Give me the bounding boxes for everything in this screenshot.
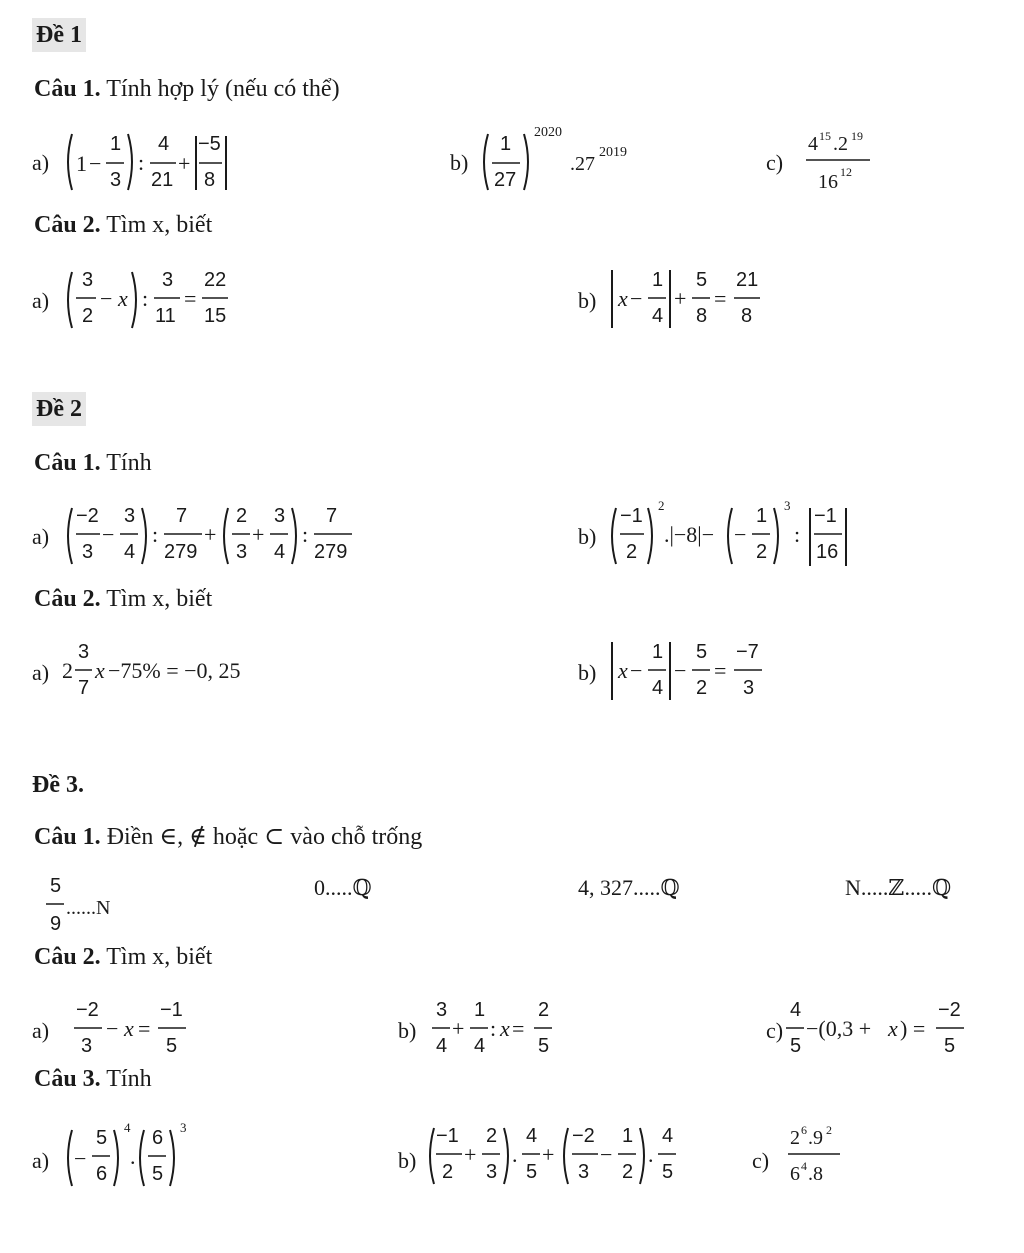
de3-c3-a-math <box>62 1114 232 1196</box>
question-label: Câu 3. <box>34 1066 101 1092</box>
svg-text:3: 3 <box>784 498 791 513</box>
svg-text:16: 16 <box>818 171 838 193</box>
svg-text:+: + <box>542 1142 555 1167</box>
question-label: Câu 1. <box>34 824 101 850</box>
svg-text:2: 2 <box>486 1125 498 1147</box>
svg-text:12: 12 <box>840 165 852 179</box>
de2-cau1 <box>34 448 152 478</box>
svg-text:) =: ) = <box>900 1016 926 1041</box>
svg-text:6: 6 <box>96 1163 108 1185</box>
svg-text:−: − <box>600 1142 613 1167</box>
de1-c1-c-math <box>800 124 900 200</box>
question-text: Điền ∈, ∉ hoặc ⊂ vào chỗ trống <box>106 824 423 850</box>
svg-text:x: x <box>124 1016 134 1041</box>
svg-text:3: 3 <box>180 1120 187 1135</box>
svg-text:1: 1 <box>756 505 768 527</box>
svg-text:=: = <box>184 286 197 311</box>
svg-text:−: − <box>102 522 115 547</box>
svg-text::: : <box>794 522 801 547</box>
svg-text:−: − <box>106 1016 119 1041</box>
svg-text:279: 279 <box>164 541 198 563</box>
svg-text:8: 8 <box>696 305 708 327</box>
svg-text:−1: −1 <box>436 1125 459 1147</box>
item-label: c) <box>766 150 784 175</box>
de1-title: Đề 1 <box>32 18 86 52</box>
svg-text:−: − <box>100 286 113 311</box>
svg-text:16: 16 <box>816 541 839 563</box>
svg-text:+: + <box>452 1016 465 1041</box>
question-label: Câu 1. <box>34 450 101 476</box>
svg-text:21: 21 <box>151 169 174 191</box>
svg-text:4: 4 <box>526 1125 538 1147</box>
de3-cau3 <box>34 1064 152 1094</box>
svg-text:5: 5 <box>944 1035 956 1057</box>
svg-text:5: 5 <box>662 1161 674 1183</box>
de2-cau2 <box>34 584 212 614</box>
svg-text:5: 5 <box>790 1035 802 1057</box>
question-text: Tìm x, biết <box>106 944 213 970</box>
svg-text:4: 4 <box>124 541 136 563</box>
svg-text:27: 27 <box>494 169 517 191</box>
svg-text:2: 2 <box>696 677 708 699</box>
svg-text:9: 9 <box>50 913 62 935</box>
svg-text:......N: ......N <box>66 897 111 919</box>
svg-text:3: 3 <box>78 641 90 663</box>
de3-cau1 <box>34 822 422 852</box>
svg-text:2020: 2020 <box>534 125 562 140</box>
svg-text:−2: −2 <box>76 505 99 527</box>
svg-text:x: x <box>618 286 628 311</box>
svg-text:3: 3 <box>162 269 174 291</box>
svg-text:−1: −1 <box>620 505 643 527</box>
svg-text:3: 3 <box>436 999 448 1021</box>
svg-text:x: x <box>500 1016 510 1041</box>
de1-c2-a-math <box>62 260 272 336</box>
item-label: a) <box>32 150 50 175</box>
de3-c3-c-math <box>782 1116 882 1192</box>
question-label: Câu 2. <box>34 212 101 238</box>
de3-c1-fill-2: 0.....ℚ <box>314 875 372 900</box>
svg-text:7: 7 <box>326 505 338 527</box>
svg-text:x: x <box>618 658 628 683</box>
item-label: c) <box>752 1148 770 1173</box>
svg-text:−: − <box>734 522 747 547</box>
item-label: c) <box>766 1018 784 1043</box>
svg-text::: : <box>152 522 159 547</box>
svg-text:4: 4 <box>652 305 664 327</box>
svg-text:3: 3 <box>486 1161 498 1183</box>
de3-c1-fill-4: N.....ℤ.....ℚ <box>845 875 952 900</box>
svg-text:1: 1 <box>652 269 664 291</box>
svg-text:3: 3 <box>124 505 136 527</box>
svg-text:4: 4 <box>790 999 802 1021</box>
svg-text:.: . <box>648 1142 654 1167</box>
svg-text::: : <box>142 286 149 311</box>
item-label: a) <box>32 1148 50 1173</box>
de3-cau2 <box>34 942 212 972</box>
svg-text:.: . <box>130 1144 136 1169</box>
item-label: a) <box>32 288 50 313</box>
de3-c2-c-math <box>782 990 982 1066</box>
de3-c1-fill-3: 4, 327.....ℚ <box>578 875 680 900</box>
svg-text:−: − <box>630 658 643 683</box>
de2-c2-a-math <box>62 632 302 708</box>
svg-text:5: 5 <box>538 1035 550 1057</box>
svg-text:3: 3 <box>236 541 248 563</box>
svg-text:19: 19 <box>851 129 863 143</box>
svg-text:−: − <box>630 286 643 311</box>
item-label: b) <box>578 524 597 549</box>
svg-text:4: 4 <box>474 1035 486 1057</box>
svg-text:x: x <box>95 658 105 683</box>
item-label: b) <box>450 150 469 175</box>
de3-title-text: Đề 3. <box>32 772 84 798</box>
svg-text:8: 8 <box>204 169 216 191</box>
de1-c1-b-math <box>478 118 658 202</box>
question-label: Câu 2. <box>34 944 101 970</box>
svg-text:22: 22 <box>204 269 227 291</box>
svg-text:4: 4 <box>652 677 664 699</box>
svg-text:2019: 2019 <box>599 145 627 160</box>
svg-text:=: = <box>512 1016 525 1041</box>
svg-text:7: 7 <box>176 505 188 527</box>
de2-c1-a-math <box>62 496 402 574</box>
svg-text:−2: −2 <box>572 1125 595 1147</box>
de3-title <box>32 770 84 800</box>
svg-text:2: 2 <box>538 999 550 1021</box>
svg-text:1: 1 <box>110 133 122 155</box>
svg-text:3: 3 <box>82 269 94 291</box>
svg-text:5: 5 <box>696 269 708 291</box>
svg-text:.2: .2 <box>833 133 848 155</box>
question-text: Tính <box>106 1066 152 1092</box>
svg-text:+: + <box>674 286 687 311</box>
svg-text::: : <box>490 1016 497 1041</box>
svg-text:−: − <box>89 151 102 176</box>
question-label: Câu 1. <box>34 76 101 102</box>
svg-text:3: 3 <box>82 541 94 563</box>
de3-c3-b-math <box>426 1116 726 1196</box>
svg-text:6: 6 <box>152 1127 164 1149</box>
svg-text:−: − <box>674 658 687 683</box>
question-text: Tính <box>106 450 152 476</box>
svg-text:8: 8 <box>741 305 753 327</box>
svg-text:+: + <box>178 151 191 176</box>
de2-c2-b-math <box>606 632 786 708</box>
svg-text:x: x <box>888 1016 898 1041</box>
svg-text:1: 1 <box>622 1125 634 1147</box>
svg-text:+: + <box>464 1142 477 1167</box>
svg-text:2: 2 <box>790 1127 800 1149</box>
svg-text:2: 2 <box>658 498 665 513</box>
question-text: Tìm x, biết <box>106 586 213 612</box>
svg-text:−2: −2 <box>938 999 961 1021</box>
svg-text:6: 6 <box>801 1123 807 1137</box>
svg-text:=: = <box>714 286 727 311</box>
svg-text:2: 2 <box>442 1161 454 1183</box>
de1-cau1 <box>34 74 340 104</box>
svg-text:6: 6 <box>790 1163 800 1185</box>
item-label: a) <box>32 660 50 685</box>
svg-text:5: 5 <box>50 875 62 897</box>
item-label: b) <box>398 1018 417 1043</box>
de3-c1-fill-1-math <box>40 872 150 940</box>
svg-text:5: 5 <box>166 1035 178 1057</box>
svg-text:−5: −5 <box>198 133 221 155</box>
svg-text:1: 1 <box>652 641 664 663</box>
svg-text:21: 21 <box>736 269 759 291</box>
svg-text:−1: −1 <box>160 999 183 1021</box>
svg-text:−: − <box>74 1146 87 1171</box>
svg-text:4: 4 <box>662 1125 674 1147</box>
de1-c1-a-math <box>62 122 272 202</box>
svg-text:=: = <box>138 1016 151 1041</box>
svg-text:.8: .8 <box>808 1163 823 1185</box>
svg-text:.|−8|−: .|−8|− <box>664 522 715 547</box>
svg-text:+: + <box>252 522 265 547</box>
svg-text:2: 2 <box>236 505 248 527</box>
svg-text:2: 2 <box>626 541 638 563</box>
svg-text:−1: −1 <box>814 505 837 527</box>
svg-text:2: 2 <box>622 1161 634 1183</box>
svg-text:4: 4 <box>274 541 286 563</box>
de1-cau2 <box>34 210 212 240</box>
item-label: a) <box>32 1018 50 1043</box>
svg-text:x: x <box>118 286 128 311</box>
de3-c2-a-math <box>66 990 226 1066</box>
svg-text:−7: −7 <box>736 641 759 663</box>
svg-text:3: 3 <box>81 1035 93 1057</box>
svg-text:4: 4 <box>808 133 818 155</box>
svg-text:.27: .27 <box>570 153 595 175</box>
item-label: a) <box>32 524 50 549</box>
svg-text:7: 7 <box>78 677 90 699</box>
svg-text:−(0,3 +: −(0,3 + <box>806 1016 872 1041</box>
question-text: Tìm x, biết <box>106 212 213 238</box>
de1-c2-b-math <box>606 260 786 336</box>
svg-text::: : <box>138 150 145 175</box>
svg-text:.: . <box>512 1142 518 1167</box>
svg-text:2: 2 <box>82 305 94 327</box>
svg-text:15: 15 <box>204 305 227 327</box>
svg-text:3: 3 <box>743 677 755 699</box>
svg-text::: : <box>302 522 309 547</box>
svg-text:279: 279 <box>314 541 348 563</box>
svg-text:1: 1 <box>76 151 87 176</box>
svg-text:1: 1 <box>500 133 512 155</box>
svg-text:.9: .9 <box>808 1127 823 1149</box>
svg-text:3: 3 <box>274 505 286 527</box>
question-text: Tính hợp lý (nếu có thể) <box>106 76 340 102</box>
de2-title: Đề 2 <box>32 392 86 426</box>
svg-text:−2: −2 <box>76 999 99 1021</box>
de3-c2-b-math <box>428 990 588 1066</box>
svg-text:5: 5 <box>696 641 708 663</box>
svg-text:15: 15 <box>819 129 831 143</box>
question-label: Câu 2. <box>34 586 101 612</box>
svg-text:4: 4 <box>801 1159 807 1173</box>
svg-text:11: 11 <box>155 305 176 327</box>
svg-text:=: = <box>714 658 727 683</box>
svg-text:5: 5 <box>96 1127 108 1149</box>
svg-text:2: 2 <box>756 541 768 563</box>
item-label: b) <box>578 288 597 313</box>
svg-text:3: 3 <box>110 169 122 191</box>
de2-c1-b-math <box>606 494 896 574</box>
svg-text:4: 4 <box>436 1035 448 1057</box>
svg-text:2: 2 <box>826 1123 832 1137</box>
svg-text:3: 3 <box>578 1161 590 1183</box>
item-label: b) <box>578 660 597 685</box>
svg-text:5: 5 <box>526 1161 538 1183</box>
svg-text:4: 4 <box>124 1120 131 1135</box>
svg-text:+: + <box>204 522 217 547</box>
svg-text:−75% = −0, 25: −75% = −0, 25 <box>108 658 241 683</box>
item-label: b) <box>398 1148 417 1173</box>
svg-text:4: 4 <box>158 133 170 155</box>
svg-text:2: 2 <box>62 658 73 683</box>
svg-text:1: 1 <box>474 999 486 1021</box>
svg-text:5: 5 <box>152 1163 164 1185</box>
